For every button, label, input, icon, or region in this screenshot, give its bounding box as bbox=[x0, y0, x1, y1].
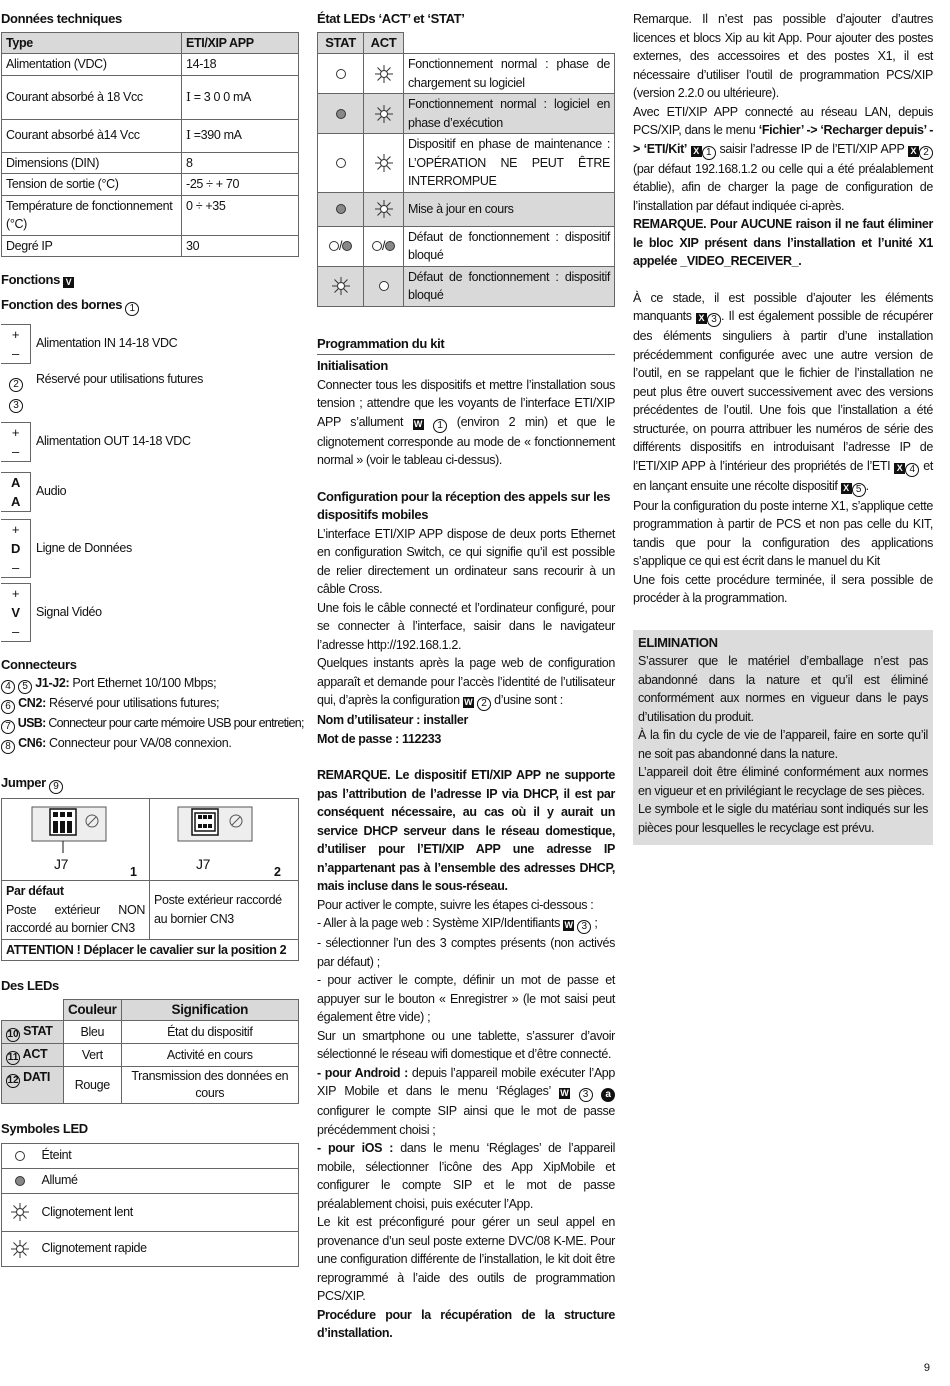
badge-num: 5 bbox=[852, 483, 866, 497]
led-off-icon bbox=[336, 69, 346, 79]
symbole-row bbox=[2, 1168, 299, 1193]
badge-num: 1 bbox=[433, 419, 447, 433]
terminals-list bbox=[1, 322, 299, 642]
terminal-label: Alimentation IN 14-18 VDC bbox=[36, 336, 178, 351]
connecteur-item bbox=[1, 674, 299, 694]
prog-title: Programmation du kit bbox=[317, 335, 615, 356]
tech-title: Données techniques bbox=[1, 11, 122, 26]
jumper-pos1-icon bbox=[30, 803, 110, 863]
ios-label: - pour iOS : bbox=[317, 1141, 394, 1155]
tech-header-model: ETI/XIP APP bbox=[182, 32, 299, 54]
led-name-cell bbox=[2, 1044, 64, 1067]
ios-step bbox=[317, 1139, 615, 1213]
etat-row bbox=[318, 226, 615, 266]
tech-cell-label: Courant absorbé à14 Vcc bbox=[2, 119, 182, 152]
led-meaning: Transmission des données en cours bbox=[121, 1067, 298, 1104]
connecteur-item bbox=[1, 714, 304, 734]
android-step bbox=[317, 1064, 615, 1140]
terminal-label: Signal Vidéo bbox=[36, 605, 102, 620]
etat-row bbox=[318, 266, 615, 306]
elim-p3: L’appareil doit être éliminé conformément aux normes en vigueur et en privilégiant le recyclage de ses pièces. bbox=[638, 765, 928, 798]
etat-stat-cell: / bbox=[318, 226, 364, 266]
terminal-symbol: + bbox=[11, 424, 20, 440]
col3-p2b: saisir l’adresse IP de l’ETI/XIP APP bbox=[719, 141, 905, 156]
badge-num: 1 bbox=[702, 146, 716, 160]
tech-cell-label: Degré IP bbox=[2, 235, 182, 257]
config-p3a: Quelques instants après la page web de configuration apparaît et demande pour l’accès l’identité de l’utilisateur qui, d’après la configuration bbox=[317, 656, 615, 707]
led-color: Rouge bbox=[64, 1067, 122, 1104]
leds-header-meaning: Signification bbox=[121, 999, 298, 1021]
etat-header-blank bbox=[404, 32, 615, 54]
fonctions-title: Fonctions bbox=[1, 272, 60, 287]
col3-p2-menu: ‘Fichier’ -> ‘Recharger depuis’ -> ‘ETI/Kit’ bbox=[633, 123, 934, 156]
init-text-a: Connecter tous les dispositifs et mettre l’installation sous tension ; attendre que les voyants de l’interface ETI/XIP APP s’allument bbox=[317, 377, 615, 429]
etat-row bbox=[318, 94, 615, 134]
connecteur-num: 4 bbox=[1, 680, 15, 694]
connecteur-text: Réservé pour utilisations futures; bbox=[49, 696, 220, 710]
tech-row bbox=[2, 195, 299, 235]
badge-x: X bbox=[841, 483, 852, 494]
bornes-title: Fonction des bornes bbox=[1, 296, 123, 312]
tech-cell-value: 0 ÷ +35 bbox=[182, 195, 299, 235]
tech-row bbox=[2, 54, 299, 76]
badge-num: 2 bbox=[477, 697, 491, 711]
tech-cell-label: Alimentation (VDC) bbox=[2, 54, 182, 76]
tech-row bbox=[2, 75, 299, 119]
etat-act-cell bbox=[364, 94, 404, 134]
led-name-cell bbox=[2, 1067, 64, 1104]
badge-x: X bbox=[696, 313, 707, 324]
tech-cell-value: 30 bbox=[182, 235, 299, 257]
connecteur-item bbox=[1, 734, 299, 754]
led-off-icon bbox=[379, 281, 389, 291]
terminal-box bbox=[1, 371, 31, 413]
symbole-label: Allumé bbox=[38, 1168, 299, 1193]
elim-p2: À la fin du cycle de vie de l’appareil, faire en sorte qu’il ne soit pas abandonné dans la nature. bbox=[638, 728, 928, 761]
symboles-title: Symboles LED bbox=[1, 1121, 88, 1136]
procedure-title: Procédure pour la récupération de la structure d’installation. bbox=[317, 1307, 615, 1340]
connecteur-text: Connecteur pour carte mémoire USB pour entretien; bbox=[48, 716, 304, 730]
col3-p2 bbox=[633, 103, 933, 216]
config-p2: Une fois le câble connecté et l’ordinateur configuré, pour se connecter à l’interface, saisir dans le navigateur l’adresse http://192.168.1.2. bbox=[317, 600, 615, 652]
jumper-title: Jumper bbox=[1, 775, 46, 790]
etat-title: État LEDs ‘ACT’ et ‘STAT’ bbox=[317, 11, 465, 26]
jumper-table bbox=[1, 798, 299, 961]
connecteur-name: J1-J2: bbox=[35, 676, 70, 690]
col3-p2c: (par défaut 192.168.1.2 ou celle qui a été préalablement établie), afin de charger la page de configuration de l’installation par défaut indiquée ci-après. bbox=[633, 161, 933, 213]
col3-p3a: À ce stade, il est possible d’ajouter les éléments manquants bbox=[633, 290, 933, 323]
col3-p3b: . Il est également possible de récupérer des éléments singuliers à partir d’une installation précédemment configurée avec une autre version de l’outil, en se rappelant que le fichier de l’installation ne peut plus être ouvert successivement avec des versions précédentes de l’outil. Une fois que l’installation a été structurée, on pourra attribuer les numéros de série des différents dispositifs en introduisant l’adresse IP de l’ETI/XIP APP à l’intérieur des propriétés de l’ETI bbox=[633, 309, 933, 473]
terminal-box bbox=[1, 519, 31, 578]
led-row bbox=[2, 1021, 299, 1044]
led-color: Bleu bbox=[64, 1021, 122, 1044]
led-on-icon bbox=[336, 204, 346, 214]
tech-row bbox=[2, 152, 299, 174]
connecteur-text: Connecteur pour VA/08 connexion. bbox=[49, 736, 232, 750]
terminal-symbol: A bbox=[10, 493, 21, 509]
etat-desc: Fonctionnement normal : phase de chargement su logiciel bbox=[404, 54, 615, 94]
connecteur-num: 7 bbox=[1, 720, 15, 734]
config-title: Configuration pour la réception des appels sur les dispositifs mobiles bbox=[317, 488, 611, 522]
init-text bbox=[317, 376, 615, 470]
badge-num: 4 bbox=[905, 463, 919, 477]
tech-cell-label: Tension de sortie (°C) bbox=[2, 174, 182, 196]
badge-num: 3 bbox=[579, 1088, 593, 1102]
terminal-symbol: A bbox=[10, 474, 21, 490]
ios-text: dans le menu ‘Réglages’ de l’appareil mobile, sélectionner l’icône des App XipMobile et configurer le compte SIP et le mot de passe préalablement choisi, puis exécuter l’App. bbox=[317, 1141, 616, 1211]
terminal-symbol: – bbox=[12, 624, 19, 639]
tech-row bbox=[2, 235, 299, 257]
etat-header-row bbox=[318, 32, 615, 54]
bornes-num: 1 bbox=[125, 302, 139, 316]
col3-p4: Pour la configuration du poste interne X1, s’applique cette programmation à partir de PCS et non pas celle du KIT, tandis que pour la configuration des applications s’applique ce qui est écrit dans le manuel du Kit bbox=[633, 498, 933, 568]
led-blink-slow-icon bbox=[331, 276, 351, 296]
symbole-icon-cell bbox=[2, 1231, 38, 1266]
badge-num: 3 bbox=[707, 313, 721, 327]
col3-p3c: et en lançant ensuite une récolte dispositif bbox=[633, 458, 933, 493]
tech-cell-value bbox=[182, 119, 299, 152]
page-number: 9 bbox=[923, 1362, 930, 1374]
leds-title: Des LEDs bbox=[1, 978, 59, 993]
fonctions-heading bbox=[1, 271, 299, 290]
tech-cell-value: -25 ÷ + 70 bbox=[182, 174, 299, 196]
led-off-icon bbox=[329, 241, 339, 251]
badge-w: W bbox=[413, 418, 423, 429]
jumper-diagram-1 bbox=[2, 799, 150, 881]
led-blink-slow-icon bbox=[374, 104, 394, 124]
terminal-symbol: – bbox=[12, 560, 19, 575]
tech-cell-value: 8 bbox=[182, 152, 299, 174]
etat-stat-cell bbox=[318, 94, 364, 134]
terminal-symbol: + bbox=[11, 586, 20, 601]
led-on-icon bbox=[342, 241, 352, 251]
symbole-icon-cell bbox=[2, 1168, 38, 1193]
led-off-icon bbox=[372, 241, 382, 251]
etat-stat-cell bbox=[318, 266, 364, 306]
etat-table bbox=[317, 32, 615, 307]
terminal-symbol: 3 bbox=[9, 399, 23, 413]
elimination-box bbox=[633, 630, 933, 846]
led-color: Vert bbox=[64, 1044, 122, 1067]
init-title: Initialisation bbox=[317, 358, 388, 373]
jumper-heading bbox=[1, 774, 299, 794]
terminal-box bbox=[1, 422, 31, 462]
jumper-num: 9 bbox=[49, 780, 63, 794]
jumper-j7-label: J7 bbox=[196, 856, 211, 872]
terminal-item bbox=[1, 520, 299, 578]
etat-stat-cell bbox=[318, 134, 364, 193]
connecteur-name: CN6: bbox=[18, 736, 46, 750]
led-blink-slow-icon bbox=[374, 64, 394, 84]
etat-desc: Défaut de fonctionnement : dispositif bloqué bbox=[404, 266, 615, 306]
symbole-row bbox=[2, 1143, 299, 1168]
led-on-icon bbox=[385, 241, 395, 251]
etat-act-cell bbox=[364, 266, 404, 306]
leds-header-color: Couleur bbox=[64, 999, 122, 1021]
connecteur-item bbox=[1, 694, 299, 714]
tech-row bbox=[2, 119, 299, 152]
symbole-icon-cell bbox=[2, 1193, 38, 1231]
etat-stat-cell bbox=[318, 54, 364, 94]
android-text-b: configurer le compte SIP ainsi que le mot de passe précédemment choisi ; bbox=[317, 1104, 615, 1137]
badge-num: 3 bbox=[577, 920, 591, 934]
col3-remarque: REMARQUE. Pour AUCUNE raison il ne faut éliminer le bloc XIP présent dans l’installation et l’unité X1 appelée _VIDEO_RECEIVER_. bbox=[633, 217, 933, 268]
jumper-diagram-row bbox=[2, 799, 299, 881]
leds-table bbox=[1, 999, 299, 1105]
led-name-cell bbox=[2, 1021, 64, 1044]
terminal-box bbox=[1, 583, 31, 642]
terminal-symbol: V bbox=[11, 605, 20, 620]
config-p1: L’interface ETI/XIP APP dispose de deux ports Ethernet en configuration Switch, ce qui signifie qu’il est possible de relier directement un ordinateur sans recourir à un câble Cross. bbox=[317, 526, 615, 596]
terminal-symbol: – bbox=[12, 345, 19, 361]
tech-table bbox=[1, 32, 299, 258]
badge-num: 2 bbox=[919, 146, 933, 160]
elim-p1: S’assurer que le matériel d’emballage n’est pas abandonné dans la nature et qu’il est éliminé conformément aux normes en vigueur dans le pays d’utilisation du produit. bbox=[638, 654, 928, 724]
col3-p5: Une fois cette procédure terminée, il sera possible de procéder à la programmation. bbox=[633, 572, 933, 605]
column-middle bbox=[317, 10, 615, 1343]
column-right bbox=[633, 10, 933, 845]
connecteur-text: Port Ethernet 10/100 Mbps; bbox=[72, 676, 217, 690]
tech-cell-value bbox=[182, 75, 299, 119]
jumper-pos2-text: Poste extérieur raccordé au bornier CN3 bbox=[150, 881, 299, 940]
symbole-icon-cell bbox=[2, 1143, 38, 1168]
symboles-table bbox=[1, 1143, 299, 1267]
fonctions-badge: V bbox=[63, 277, 74, 288]
config-p3 bbox=[317, 654, 615, 711]
etat-act-cell bbox=[364, 134, 404, 193]
etat-act-cell bbox=[364, 54, 404, 94]
step1-text: - Aller à la page web : Système XIP/Identifiants bbox=[317, 916, 561, 930]
terminal-box bbox=[1, 472, 31, 512]
terminal-item bbox=[1, 322, 299, 366]
jumper-attention-row bbox=[2, 939, 299, 961]
symbole-label: Clignotement rapide bbox=[38, 1231, 299, 1266]
badge-a: a bbox=[601, 1088, 615, 1102]
tech-cell-label: Température de fonctionnement (°C) bbox=[2, 195, 182, 235]
step2: - sélectionner l’un des 3 comptes présents (non activés par défaut) ; bbox=[317, 936, 615, 969]
jumper-pos2-icon bbox=[176, 803, 256, 863]
elim-title: ELIMINATION bbox=[638, 634, 718, 650]
badge-w: W bbox=[464, 697, 473, 707]
jumper-attention: ATTENTION ! Déplacer le cavalier sur la position 2 bbox=[2, 939, 299, 961]
col3-p1: Remarque. Il n’est pas possible d’ajouter d’autres licences et blocs Xip au kit App. Pour ajouter des postes externes, des accessoires et des postes X1, il est nécessaire d’utiliser l’outil de programmation PCS/XIP (version 2.2.0 ou ultérieure). bbox=[633, 12, 933, 100]
connecteur-num: 8 bbox=[1, 740, 15, 754]
etat-row bbox=[318, 54, 615, 94]
etat-header-stat: STAT bbox=[318, 32, 364, 54]
symbole-row bbox=[2, 1231, 299, 1266]
jumper-text-row bbox=[2, 881, 299, 940]
current-icon: I bbox=[186, 88, 191, 104]
symbole-label: Clignotement lent bbox=[38, 1193, 299, 1231]
symbole-label: Éteint bbox=[38, 1143, 299, 1168]
config-p3b: d’usine sont : bbox=[494, 693, 563, 707]
led-name: ACT bbox=[22, 1047, 48, 1061]
led-blink-slow-icon bbox=[10, 1202, 30, 1222]
led-off-icon bbox=[336, 158, 346, 168]
etat-row bbox=[318, 192, 615, 226]
connecteur-name: USB: bbox=[17, 716, 46, 730]
android-text-a: depuis l’appareil mobile exécuter l’App XIP Mobile et dans le menu ‘Réglages’ bbox=[317, 1065, 616, 1098]
column-left bbox=[1, 10, 304, 1267]
led-blink-fast-icon bbox=[374, 153, 394, 173]
terminal-symbol: + bbox=[11, 522, 20, 537]
user-line: Nom d’utilisateur : installer bbox=[317, 713, 468, 727]
badge-x: X bbox=[894, 463, 905, 474]
kit-text: Le kit est préconfiguré pour gérer un seul appel en provenance d’un seul poste externe DVC/08 K-ME. Pour une configuration différente de l’installation, le kit doit être reprogrammé à l’aide des outils de programmation PCS/XIP. bbox=[317, 1215, 615, 1303]
jumper-default-title: Par défaut bbox=[6, 884, 64, 898]
init-text-b: (environ 2 min) et que le clignotement corresponde au mode de « fonctionnement normal » (voir le tableau ci-dessus). bbox=[317, 414, 615, 467]
led-blink-fast-icon bbox=[10, 1239, 30, 1259]
etat-desc: Fonctionnement normal : logiciel en phase d’exécution bbox=[404, 94, 615, 134]
led-blink-fast-icon bbox=[374, 199, 394, 219]
bornes-heading bbox=[1, 296, 299, 316]
jumper-default-cell bbox=[2, 881, 150, 940]
tech-cell-label: Dimensions (DIN) bbox=[2, 152, 182, 174]
led-row bbox=[2, 1044, 299, 1067]
led-name: DATI bbox=[23, 1070, 50, 1084]
leds-header-row bbox=[2, 999, 299, 1021]
step3: - pour activer le compte, définir un mot de passe et appuyer sur le bouton « Enregistrer » (le mot saisi peut également être vide) ; bbox=[317, 973, 615, 1024]
etat-row bbox=[318, 134, 615, 193]
jumper-default-text: Poste extérieur NON raccordé au bornier CN3 bbox=[6, 902, 145, 935]
connecteur-name: CN2: bbox=[18, 696, 46, 710]
led-meaning: Activité en cours bbox=[121, 1044, 298, 1067]
step4: Sur un smartphone ou une tablette, s’assurer d’avoir sélectionné le réseau wifi domestique et d’être connecté. bbox=[317, 1028, 615, 1061]
terminal-symbol: D bbox=[10, 541, 21, 556]
steps-intro: Pour activer le compte, suivre les étapes ci-dessous : bbox=[317, 897, 594, 912]
led-off-icon bbox=[15, 1151, 25, 1161]
android-label: - pour Android : bbox=[317, 1065, 408, 1080]
pass-line: Mot de passe : 112233 bbox=[317, 731, 441, 746]
terminal-label: Ligne de Données bbox=[36, 541, 132, 556]
led-on-icon bbox=[336, 109, 346, 119]
terminal-label: Alimentation OUT 14-18 VDC bbox=[36, 434, 191, 449]
etat-act-cell bbox=[364, 192, 404, 226]
jumper-pos1-num: 1 bbox=[130, 865, 137, 879]
tech-cell-value-text: = 3 0 0 mA bbox=[193, 89, 252, 104]
tech-cell-value-text: =390 mA bbox=[193, 128, 242, 143]
terminal-symbol: – bbox=[12, 443, 19, 459]
leds-header-empty bbox=[2, 999, 64, 1021]
connecteurs-list bbox=[1, 674, 304, 754]
symbole-row bbox=[2, 1193, 299, 1231]
badge-w: W bbox=[560, 1088, 569, 1098]
connecteurs-title: Connecteurs bbox=[1, 656, 77, 672]
tech-header-row bbox=[2, 32, 299, 54]
terminal-item bbox=[1, 584, 299, 642]
terminal-box bbox=[1, 324, 31, 364]
etat-desc: Mise à jour en cours bbox=[404, 192, 615, 226]
elim-p4: Le symbole et le sigle du matériau sont indiqués sur les pièces pour lesquelles le recyclage est prévu. bbox=[638, 802, 928, 835]
etat-desc: Dispositif en phase de maintenance : L’OPÉRATION NE PEUT ÊTRE INTERROMPUE bbox=[404, 134, 615, 193]
terminal-symbol: 2 bbox=[9, 378, 23, 392]
col3-p3: À ce stade, il est possible d’ajouter les éléments manquants X 3 . Il est également possible de récupérer des éléments singuliers à partir d’une installation précédemment configurée avec une autre version de l’outil, en se rappelant que le fichier de l’installation ne peut plus être ouvert successivement avec des versions précédentes de l’outil. Une fois que l’installation a été structurée, on pourra attribuer les numéros de série des différents dispositifs en introduisant l’adresse IP de l’ETI/XIP APP à l’intérieur des propriétés de l’ETI X 4 et en lançant ensuite une récolte dispositif X 5 . bbox=[633, 290, 933, 495]
etat-stat-cell bbox=[318, 192, 364, 226]
current-icon: I bbox=[186, 127, 191, 143]
step1: - Aller à la page web : Système XIP/Identifiants W 3 ; bbox=[317, 916, 598, 932]
etat-desc: Défaut de fonctionnement : dispositif bloqué bbox=[404, 226, 615, 266]
col3-p2a: Avec ETI/XIP APP connecté au réseau LAN, depuis PCS/XIP, dans le menu bbox=[633, 104, 933, 137]
badge-x: X bbox=[908, 146, 919, 157]
badge-w: W bbox=[564, 920, 573, 930]
connecteur-num: 6 bbox=[1, 700, 15, 714]
jumper-diagram-2 bbox=[150, 799, 299, 881]
led-meaning: État du dispositif bbox=[121, 1021, 298, 1044]
led-on-icon bbox=[15, 1176, 25, 1186]
led-name: STAT bbox=[23, 1024, 53, 1038]
led-row bbox=[2, 1067, 299, 1104]
tech-cell-label: Courant absorbé à 18 Vcc bbox=[2, 75, 182, 119]
terminal-item bbox=[1, 470, 299, 514]
led-num: 10 bbox=[7, 1029, 19, 1040]
tech-row bbox=[2, 174, 299, 196]
terminal-label: Audio bbox=[36, 484, 67, 499]
terminal-item bbox=[1, 370, 299, 414]
badge-x: X bbox=[691, 146, 702, 157]
jumper-j7-label: J7 bbox=[54, 856, 69, 872]
terminal-item bbox=[1, 420, 299, 464]
remarque: REMARQUE. Le dispositif ETI/XIP APP ne supporte pas l’attribution de l’adresse IP via DHCP, il est par conséquent nécessaire, au cas où il y aurait un service DHCP serveur dans le réseau domestique, d’utiliser pour l’ETI/XIP APP une adresse IP n’appartenant pas à l’ensemble des adresses DHCP, mais incluse dans le sous-réseau. bbox=[317, 768, 615, 893]
tech-header-type: Type bbox=[2, 32, 182, 54]
led-num: 11 bbox=[7, 1052, 19, 1063]
terminal-symbol: + bbox=[11, 326, 20, 342]
terminal-label: Réservé pour utilisations futures bbox=[36, 371, 204, 386]
connecteur-num: 5 bbox=[18, 680, 32, 694]
etat-header-act: ACT bbox=[364, 32, 404, 54]
jumper-pos2-num: 2 bbox=[274, 865, 281, 879]
etat-act-cell: / bbox=[364, 226, 404, 266]
tech-cell-value: 14-18 bbox=[182, 54, 299, 76]
led-num: 12 bbox=[7, 1075, 19, 1086]
